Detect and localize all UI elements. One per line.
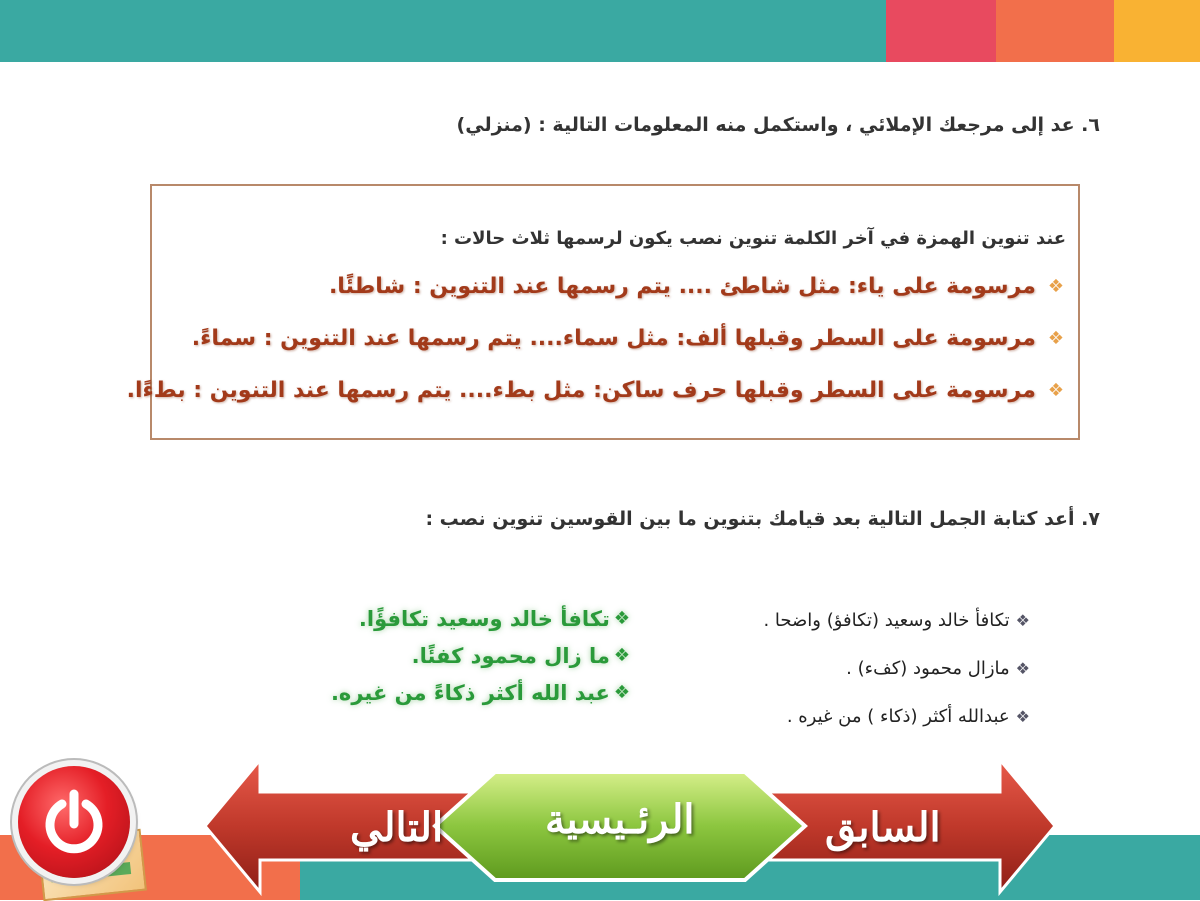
navigation-bar — [200, 760, 1060, 900]
answer-item — [330, 637, 630, 674]
sentence-item — [630, 692, 1030, 740]
diamond-bullet-icon: ❖ — [613, 645, 630, 666]
diamond-bullet-icon: ❖ — [1047, 328, 1064, 349]
answer-text: تكافأ خالد وسعيد تكافؤًا. — [358, 606, 610, 631]
exit-power-button[interactable] — [18, 766, 130, 878]
sentence-list — [630, 596, 1030, 740]
top-bar-teal — [0, 0, 886, 62]
diamond-bullet-icon: ❖ — [613, 608, 630, 629]
case-text-1: مرسومة على ياء: مثل شاطئ .... يتم رسمها عند التنوين : شاطئًا. — [328, 274, 1036, 299]
info-box-intro: عند تنوين الهمزة في آخر الكلمة تنوين نصب يكون لرسمها ثلاث حالات : — [440, 228, 1066, 249]
question-6-heading: ٦. عد إلى مرجعك الإملائي ، واستكمل منه المعلومات التالية : (منزلي) — [456, 114, 1100, 136]
top-bar-yellow — [1114, 0, 1200, 62]
hamza-info-box — [126, 184, 1080, 440]
diamond-bullet-icon: ❖ — [613, 682, 630, 703]
case-row-2 — [192, 326, 1064, 351]
sentence-text: عبدالله أكثر (ذكاء ) من غيره . — [786, 705, 1010, 727]
power-icon — [38, 786, 110, 858]
home-button[interactable]: الرئـيسية — [545, 796, 695, 843]
next-button[interactable]: التالي — [350, 804, 444, 851]
case-row-1 — [329, 274, 1064, 299]
previous-button[interactable]: السابق — [825, 804, 941, 851]
diamond-bullet-icon: ❖ — [1015, 706, 1030, 726]
sentence-item — [630, 596, 1030, 644]
case-row-3 — [127, 378, 1064, 403]
diamond-bullet-icon: ❖ — [1015, 658, 1030, 678]
diamond-bullet-icon: ❖ — [1047, 276, 1064, 297]
case-text-2: مرسومة على السطر وقبلها ألف: مثل سماء.... يتم رسمها عند التنوين : سماءً. — [191, 326, 1036, 351]
answer-list — [330, 600, 630, 711]
answer-item — [330, 674, 630, 711]
sentence-text: تكافأ خالد وسعيد (تكافؤ) واضحا . — [763, 609, 1010, 631]
sentence-item — [630, 644, 1030, 692]
sentence-text: مازال محمود (كفء) . — [846, 657, 1010, 679]
diamond-bullet-icon: ❖ — [1015, 610, 1030, 630]
case-text-3: مرسومة على السطر وقبلها حرف ساكن: مثل بطء.... يتم رسمها عند التنوين : بطءًا. — [126, 378, 1036, 403]
answer-text: ما زال محمود كفئًا. — [411, 643, 610, 668]
top-color-bar — [0, 0, 1200, 62]
question-7-heading: ٧. أعد كتابة الجمل التالية بعد قيامك بتنوين ما بين القوسين تنوين نصب : — [425, 508, 1100, 530]
top-bar-red — [886, 0, 996, 62]
answer-text: عبد الله أكثر ذكاءً من غيره. — [330, 680, 610, 705]
diamond-bullet-icon: ❖ — [1047, 380, 1064, 401]
answer-item — [330, 600, 630, 637]
top-bar-orange — [996, 0, 1114, 62]
